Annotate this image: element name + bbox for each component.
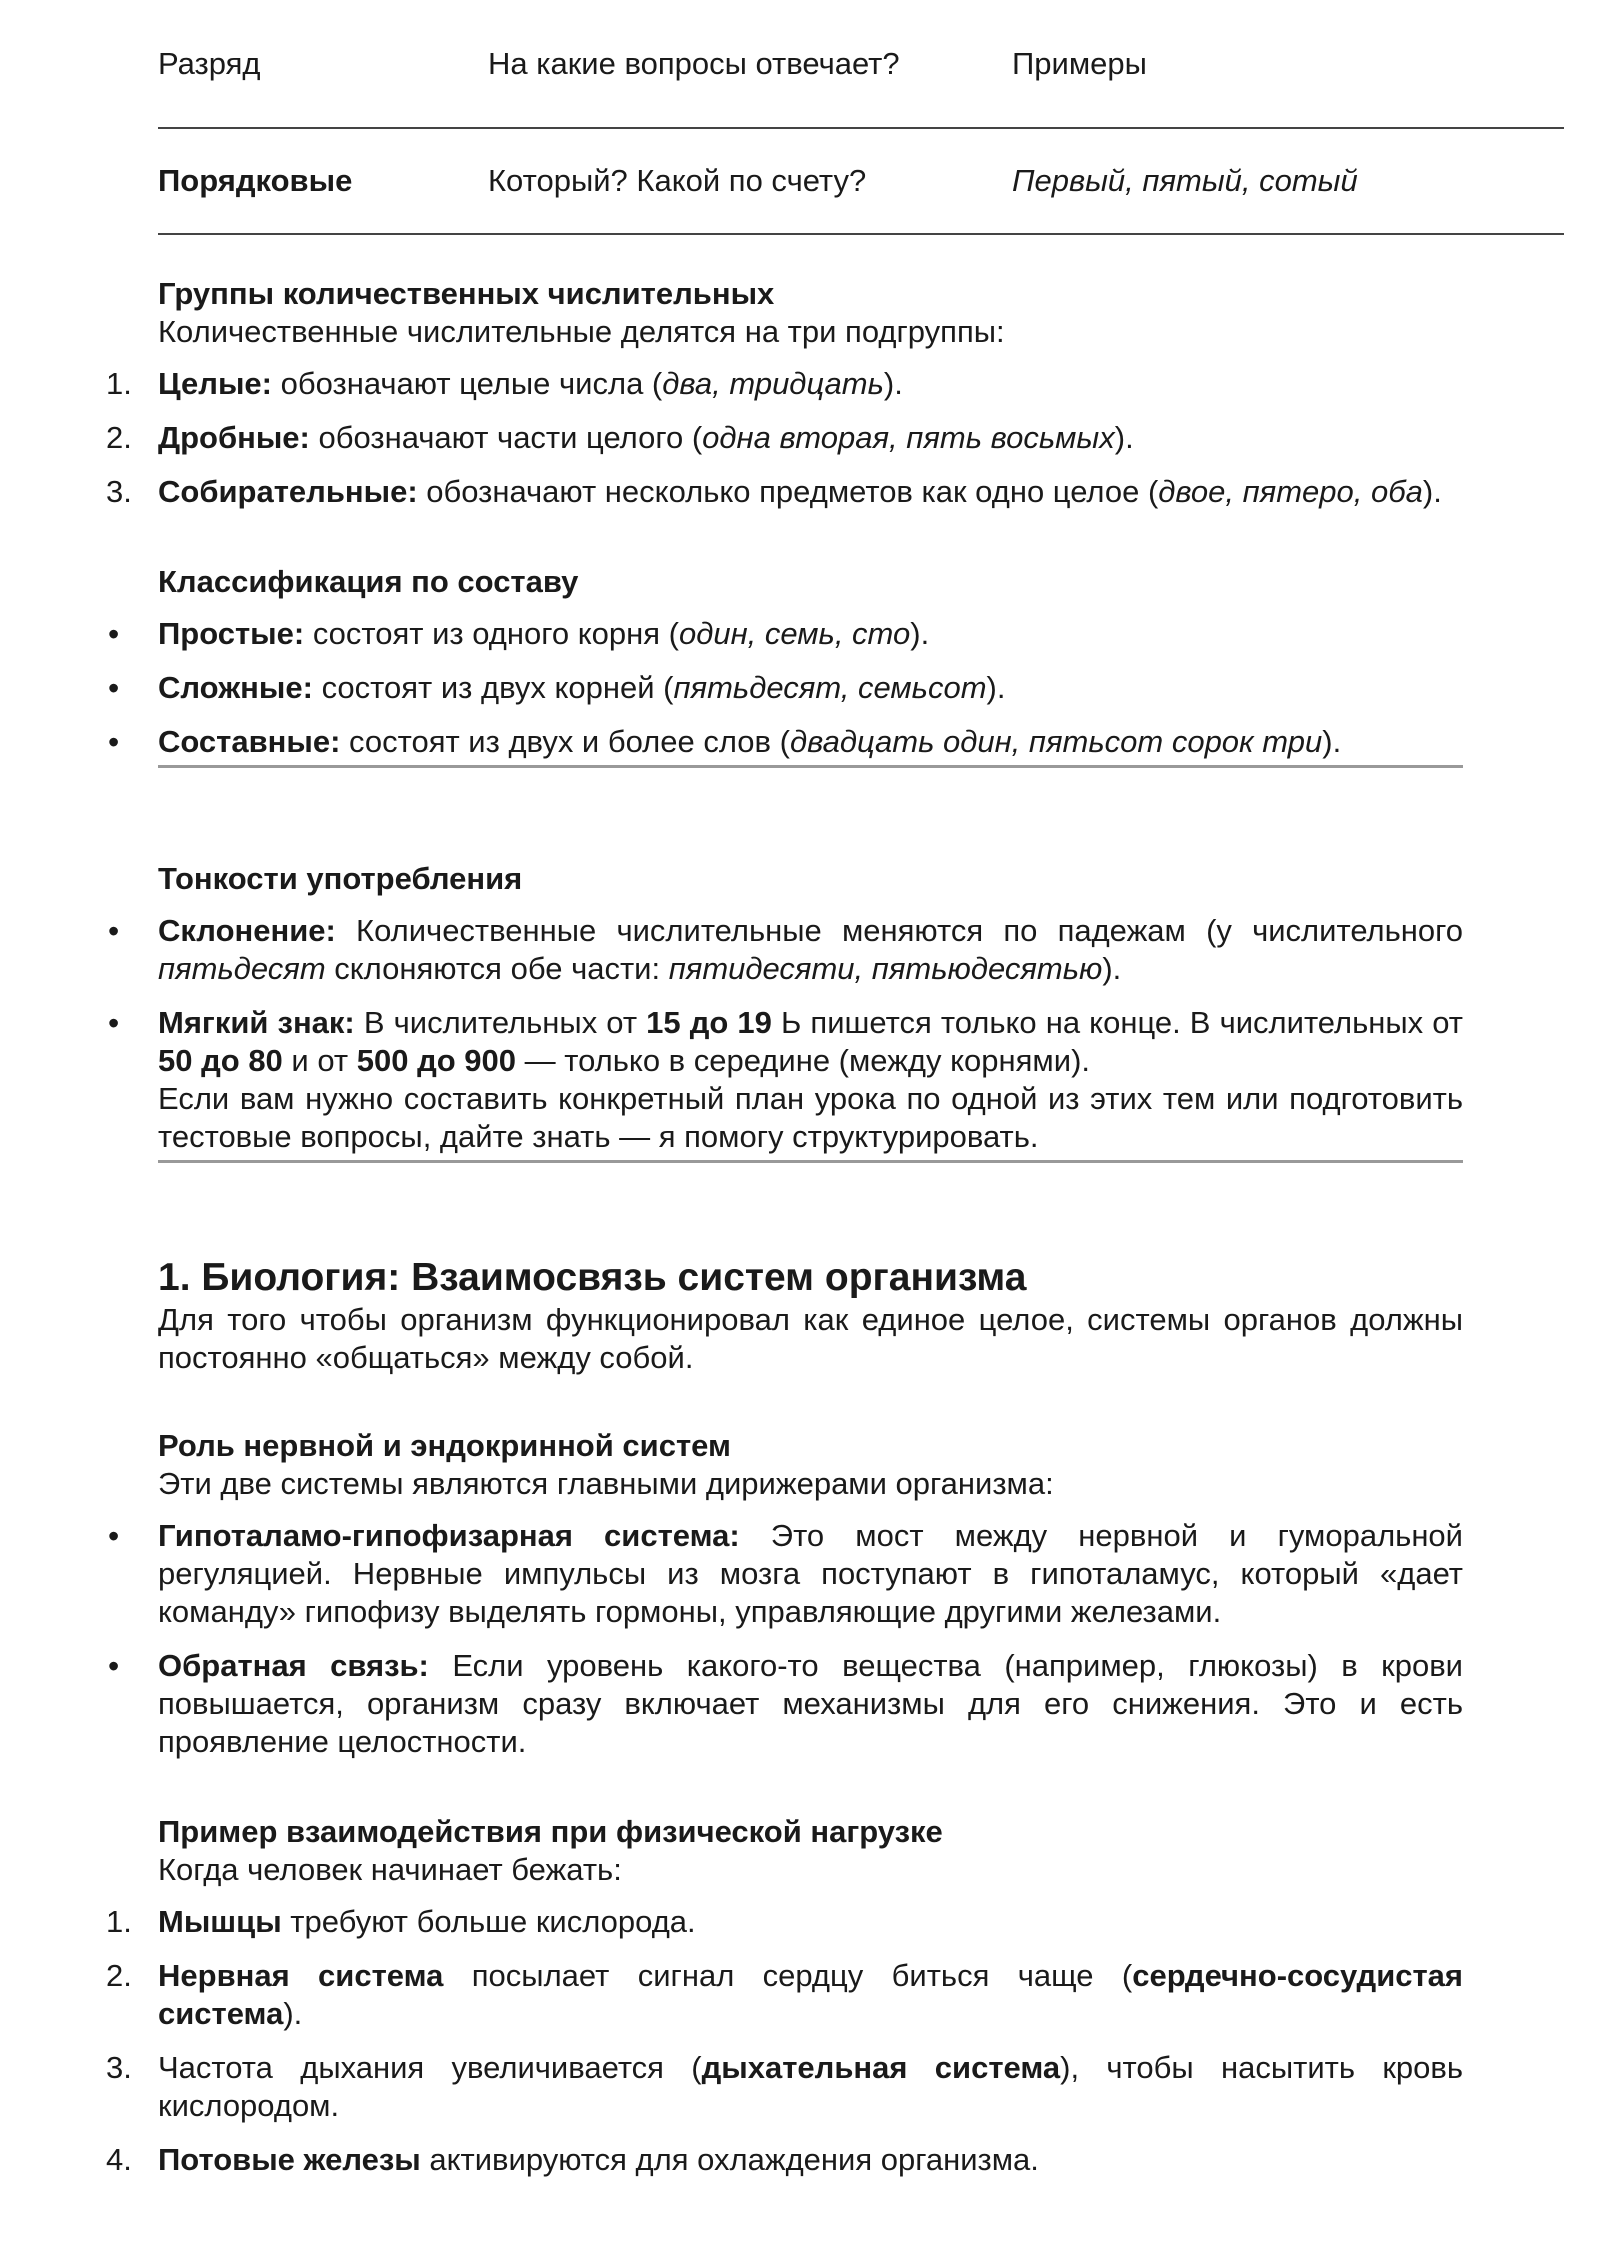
list-item xyxy=(108,1004,1463,1156)
assistant-note: Если вам нужно составить конкретный план урока по одной из этих тем или подготовить тестовые вопросы, дайте знать — я помогу структурировать. xyxy=(158,1081,1463,1154)
item-end: ). xyxy=(1102,951,1122,986)
list-item xyxy=(106,1903,1463,1941)
divider xyxy=(158,1160,1463,1163)
item-range: 15 до 19 xyxy=(646,1005,772,1040)
item-example: двое, пятеро, оба xyxy=(1158,474,1423,509)
bullet-icon: • xyxy=(108,913,120,949)
list-item xyxy=(108,723,1463,761)
item-term: дыхательная система xyxy=(701,2050,1061,2085)
item-example: двадцать один, пятьсот сорок три xyxy=(789,724,1323,759)
list-item xyxy=(108,912,1463,988)
bullet-icon: • xyxy=(108,1005,120,1041)
numeral-table xyxy=(158,0,1564,235)
list-item xyxy=(106,2141,1463,2179)
groups-intro: Количественные числительные делятся на три подгруппы: xyxy=(158,314,1005,349)
item-text: обозначают целые числа ( xyxy=(272,366,663,401)
item-text: активируются для охлаждения организма. xyxy=(420,2142,1039,2177)
table-header-cell: Примеры xyxy=(1012,45,1147,81)
roles-list xyxy=(108,1517,1463,1761)
item-example: один, семь, сто xyxy=(678,616,911,651)
item-end: ). xyxy=(283,1996,303,2031)
item-range: 50 до 80 xyxy=(158,1043,283,1078)
composition-list xyxy=(108,615,1463,761)
item-example: два, тридцать xyxy=(662,366,884,401)
list-number: 3. xyxy=(106,2050,132,2085)
item-term: Простые: xyxy=(158,616,305,651)
item-text: состоят из двух и более слов ( xyxy=(340,724,790,759)
item-text: — только в середине (между корнями). xyxy=(516,1043,1091,1078)
item-text: посылает сигнал сердцу биться чаще ( xyxy=(443,1958,1133,1993)
table-cell-type: Порядковые xyxy=(158,163,353,198)
list-number: 2. xyxy=(106,420,132,455)
item-term: Нервная система xyxy=(158,1958,444,1993)
example-subsection xyxy=(106,1813,1464,2179)
composition-heading: Классификация по составу xyxy=(158,564,579,599)
example-intro: Когда человек начинает бежать: xyxy=(158,1852,622,1887)
item-end: ). xyxy=(883,366,903,401)
list-number: 1. xyxy=(106,1904,132,1939)
groups-heading: Группы количественных числительных xyxy=(158,276,775,311)
item-example: пятьдесят xyxy=(158,951,326,986)
roles-subsection xyxy=(108,1427,1463,1761)
item-range: 500 до 900 xyxy=(356,1043,517,1078)
table-row xyxy=(158,129,1564,235)
composition-section xyxy=(108,563,1463,768)
item-text: Количественные числительные меняются по падежам (у числительного xyxy=(335,913,1463,948)
item-text: Ь пишется только на конце. В числительных от xyxy=(771,1005,1463,1040)
list-number: 2. xyxy=(106,1958,132,1993)
item-text: и от xyxy=(282,1043,357,1078)
table-header-row xyxy=(158,0,1564,129)
list-item xyxy=(108,615,1463,653)
table-cell-examples: Первый, пятый, сотый xyxy=(1012,163,1358,198)
item-term: Собирательные: xyxy=(158,474,418,509)
list-item xyxy=(108,1647,1463,1761)
bullet-icon: • xyxy=(108,1648,120,1684)
list-item xyxy=(106,419,1463,457)
item-term: Потовые железы xyxy=(158,2142,421,2177)
item-example: одна вторая, пять восьмых xyxy=(702,420,1115,455)
item-text: Это мост между нервной и гуморальной регуляцией. Нервные импульсы из мозга поступают в гипоталамус, который «дает команду» гипофизу выделять гормоны, управляющие другими железами. xyxy=(158,1518,1463,1629)
bullet-icon: • xyxy=(108,724,120,760)
item-end: ). xyxy=(910,616,930,651)
list-item xyxy=(106,2049,1463,2125)
item-end: ). xyxy=(1422,474,1442,509)
groups-list xyxy=(106,365,1463,511)
usage-section xyxy=(108,860,1463,1163)
divider xyxy=(158,765,1463,768)
item-text: состоят из двух корней ( xyxy=(312,670,674,705)
list-number: 3. xyxy=(106,474,132,509)
bullet-icon: • xyxy=(108,616,120,652)
bullet-icon: • xyxy=(108,670,120,706)
roles-intro: Эти две системы являются главными дирижерами организма: xyxy=(158,1466,1054,1501)
groups-section xyxy=(106,275,1463,511)
usage-heading: Тонкости употребления xyxy=(158,861,523,896)
list-item xyxy=(108,669,1463,707)
item-end: ). xyxy=(1322,724,1342,759)
bullet-icon: • xyxy=(108,1518,120,1554)
item-term: Склонение: xyxy=(158,913,336,948)
list-item xyxy=(108,1517,1463,1631)
item-end: ). xyxy=(1114,420,1134,455)
list-number: 1. xyxy=(106,366,132,401)
item-example: пятидесяти, пятьюдесятью xyxy=(668,951,1103,986)
usage-list xyxy=(108,912,1463,1156)
item-text: состоят из одного корня ( xyxy=(304,616,679,651)
list-item xyxy=(106,1957,1464,2033)
table-header-cell: На какие вопросы отвечает? xyxy=(488,45,900,81)
item-term: Гипоталамо-гипофизарная система: xyxy=(158,1518,740,1553)
item-text: обозначают несколько предметов как одно целое ( xyxy=(417,474,1159,509)
item-text: требуют больше кислорода. xyxy=(281,1904,696,1939)
list-number: 4. xyxy=(106,2142,132,2177)
list-item xyxy=(106,473,1463,511)
item-text: Если уровень какого-то вещества (например, глюкозы) в крови повышается, организм сразу включает механизмы для его снижения. Это и есть проявление целостности. xyxy=(158,1648,1463,1759)
item-text: склоняются обе части: xyxy=(325,951,669,986)
biology-intro: Для того чтобы организм функционировал как единое целое, системы органов должны постоянно «общаться» между собой. xyxy=(158,1302,1463,1375)
item-term: Обратная связь: xyxy=(158,1648,429,1683)
item-text: В числительных от xyxy=(354,1005,647,1040)
biology-section xyxy=(106,1255,1464,2179)
item-term: Мягкий знак: xyxy=(158,1005,355,1040)
table-header-cell: Разряд xyxy=(158,45,261,81)
item-text: Частота дыхания увеличивается ( xyxy=(158,2050,702,2085)
list-item xyxy=(106,365,1463,403)
example-steps xyxy=(106,1903,1464,2179)
example-heading: Пример взаимодействия при физической нагрузке xyxy=(158,1814,943,1849)
item-term: Мышцы xyxy=(158,1904,282,1939)
item-text: обозначают части целого ( xyxy=(309,420,703,455)
item-end: ). xyxy=(986,670,1006,705)
item-term: Дробные: xyxy=(158,420,310,455)
item-term: Сложные: xyxy=(158,670,313,705)
document-page xyxy=(106,0,1464,2179)
roles-heading: Роль нервной и эндокринной систем xyxy=(158,1428,731,1463)
item-end: ), чтобы насытить кровь кислородом. xyxy=(158,2050,1463,2123)
item-example: пятьдесят, семьсот xyxy=(673,670,987,705)
biology-heading: 1. Биология: Взаимосвязь систем организма xyxy=(158,1256,1027,1299)
table-cell-questions: Который? Какой по счету? xyxy=(488,163,867,198)
item-term: Составные: xyxy=(158,724,341,759)
item-term: сердечно-сосудистая система xyxy=(158,1958,1464,2031)
item-term: Целые: xyxy=(158,366,272,401)
